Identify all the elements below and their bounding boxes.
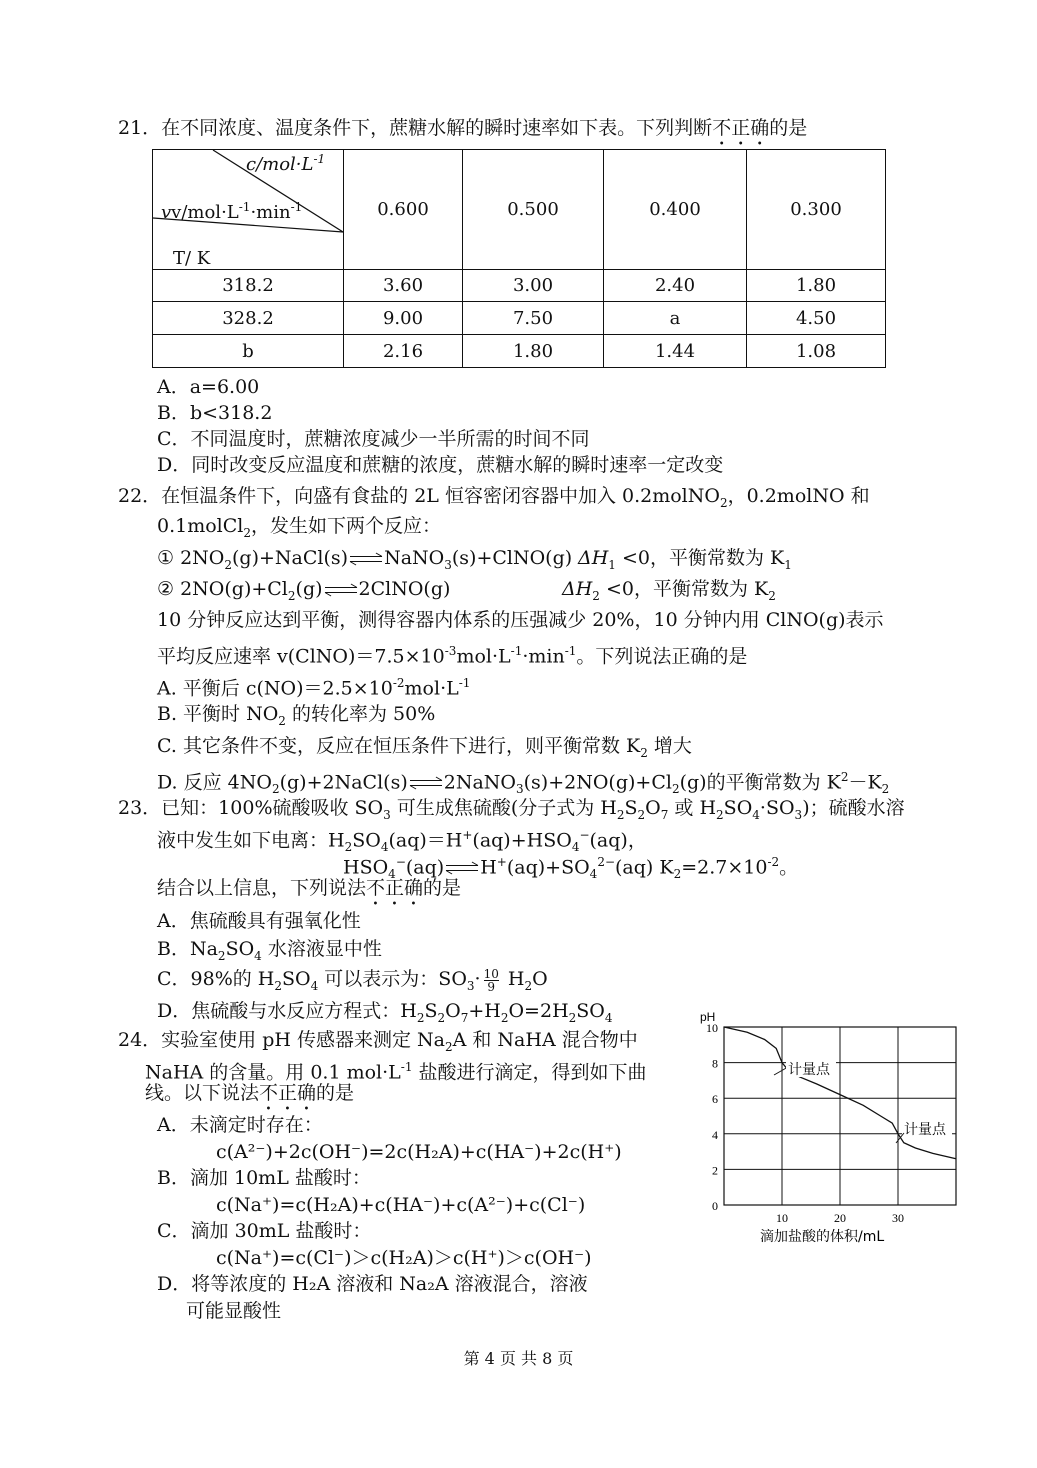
q23-stem-line1: 23．已知：100%硫酸吸收 $SO_3$ 可生成焦硫酸(分子式为 $H_2S_2O_7$ 或 $H_2SO_4\cdot SO_3$)；硫酸水溶	[118, 797, 905, 822]
cell: 1.08	[747, 335, 886, 368]
q23-option-b: B．$Na_2SO_4$ 水溶液显中性	[157, 938, 382, 963]
table-row	[153, 270, 886, 302]
table-row	[153, 335, 886, 368]
q24-stem-line2: NaHA 的含量。用 0.1 $mol\cdot L^{-1}$ 盐酸进行滴定，得到如下曲	[145, 1060, 647, 1084]
q22-option-a: A. 平衡后 $c(NO)=2.5\times 10^{-2}mol\cdot L^{-1}$	[157, 676, 471, 700]
q21-option-b: B．b<318.2	[157, 402, 273, 424]
y-tick-label: 0	[712, 1199, 718, 1213]
q24-option-d: D．将等浓度的 H₂A 溶液和 Na₂A 溶液混合，溶液	[157, 1273, 588, 1295]
q24-stem-line3: 线。以下说法不正确的是	[145, 1082, 355, 1104]
equilibrium-arrow-icon	[350, 552, 382, 566]
q24-stem-line1: 24．实验室使用 pH 传感器来测定 $Na_2A$ 和 NaHA 混合物中	[118, 1029, 638, 1054]
y-tick-label: 6	[712, 1092, 718, 1107]
q22-stem-line6: 平均反应速率 $v(ClNO)=7.5\times 10^{-3}mol\cdot L^{-1}\cdot\min^{-1}$。下列说法正确的是	[157, 644, 748, 668]
table-row	[153, 302, 886, 335]
q22-reaction2: ② $2NO(g)+Cl_2(g)$ 2ClNO(g)	[157, 578, 451, 603]
cell: 7.50	[463, 302, 604, 335]
q24-option-a-eq: c(A²⁻)+2c(OH⁻)=2c(H₂A)+c(HA⁻)+2c(H⁺)	[216, 1141, 622, 1163]
equivalence-point-label-2: 计量点	[904, 1122, 946, 1138]
annotation-leader	[774, 1067, 788, 1075]
col-header: 0.600	[344, 150, 463, 270]
q22-option-b: B. 平衡时 $NO_2$ 的转化率为 50%	[157, 703, 436, 728]
q21-stem: 21．在不同浓度、温度条件下，蔗糖水解的瞬时速率如下表。下列判断不正确的是	[118, 117, 808, 139]
cell: 1.80	[747, 270, 886, 302]
q22-reaction1-k: $\Delta H_1 <0$，平衡常数为 $K_1$	[578, 547, 792, 572]
x-tick-label: 30	[892, 1211, 904, 1225]
y-axis-label: pH	[700, 1010, 716, 1024]
x-tick-label: 10	[776, 1211, 788, 1225]
header-v: $vv/mol\cdot L^{-1}\cdot\min^{-1}$	[161, 200, 303, 223]
q23-option-a: A．焦硫酸具有强氧化性	[157, 910, 361, 932]
x-axis-label: 滴加盐酸的体积/mL	[760, 1229, 885, 1245]
equilibrium-arrow-icon	[325, 583, 357, 597]
cell: 9.00	[344, 302, 463, 335]
cell: 3.00	[463, 270, 604, 302]
q24-option-c-eq: c(Na⁺)=c(Cl⁻)＞c(H₂A)＞c(H⁺)＞c(OH⁻)	[216, 1247, 592, 1269]
y-tick-label: 2	[712, 1163, 718, 1178]
col-header: 0.400	[604, 150, 747, 270]
cell: 1.44	[604, 335, 747, 368]
header-c: $c/mol\cdot L^{-1}$	[246, 152, 326, 175]
y-tick-label: 8	[712, 1056, 718, 1071]
cell: 2.40	[604, 270, 747, 302]
x-tick-label: 20	[834, 1211, 846, 1225]
q24-option-b: B．滴加 10mL 盐酸时：	[157, 1167, 371, 1189]
q23-stem-line2: 液中发生如下电离：$H_2SO_4(aq)=H^+(aq)+HSO_4^-(aq)$，	[157, 828, 647, 855]
chart-grid	[724, 1027, 956, 1205]
cell: 328.2	[153, 302, 344, 335]
q21-option-d: D．同时改变反应温度和蔗糖的浓度，蔗糖水解的瞬时速率一定改变	[157, 454, 724, 476]
q24-option-c: C．滴加 30mL 盐酸时：	[157, 1220, 372, 1242]
q22-reaction2-k: $\Delta H_2 <0$，平衡常数为 $K_2$	[562, 578, 776, 603]
q22-option-c: C. 其它条件不变，反应在恒压条件下进行，则平衡常数 $K_2$ 增大	[157, 735, 692, 760]
page-footer: 第 4 页 共 8 页	[463, 1349, 574, 1368]
header-t: T/ K	[173, 248, 211, 269]
cell: 1.80	[463, 335, 604, 368]
cell: 2.16	[344, 335, 463, 368]
equilibrium-arrow-icon	[446, 861, 478, 875]
q23-stem-line3: $HSO_4^-(aq)$ $H^+(aq)+SO_4^{2-}(aq)$ $K_2=2.7\times 10^{-2}$。	[343, 855, 799, 882]
y-tick-label: 4	[712, 1127, 718, 1142]
q24-option-d-line2: 可能显酸性	[186, 1300, 282, 1322]
q22-stem-line2: 0.1molCl$_2$，发生如下两个反应：	[157, 515, 442, 540]
titration-chart	[696, 1005, 966, 1245]
q22-option-d: D. 反应 $4NO_2(g)+2NaCl(s)$ $2NaNO_3(s)+2NO(g)+Cl_2(g)$的平衡常数为 $K^2-K_2$	[157, 770, 890, 797]
cell: a	[604, 302, 747, 335]
cell: b	[153, 335, 344, 368]
fraction: $\frac{10}{9}$	[483, 966, 499, 994]
table-header-diagonal-cell	[153, 150, 344, 270]
q21-option-a: A．a=6.00	[157, 376, 260, 398]
col-header: 0.500	[463, 150, 604, 270]
q24-option-a: A．未滴定时存在：	[157, 1114, 323, 1136]
col-header: 0.300	[747, 150, 886, 270]
q23-option-c: C．98%的 $H_2SO_4$ 可以表示为：$SO_3\cdot$ $\frac{10}{9}$ $H_2O$	[157, 966, 548, 994]
rate-table	[152, 149, 886, 368]
y-tick-label: 10	[706, 1021, 718, 1035]
cell: 318.2	[153, 270, 344, 302]
q21-option-c: C．不同温度时，蔗糖浓度减少一半所需的时间不同	[157, 428, 590, 450]
q24-option-b-eq: c(Na⁺)=c(H₂A)+c(HA⁻)+c(A²⁻)+c(Cl⁻)	[216, 1194, 586, 1216]
q23-option-d: D．焦硫酸与水反应方程式：$H_2S_2O_7+H_2O=2H_2SO_4$	[157, 1000, 613, 1025]
cell: 4.50	[747, 302, 886, 335]
q23-stem-line4: 结合以上信息，下列说法不正确的是	[157, 877, 462, 899]
q22-reaction1: ① $2NO_2(g)+NaCl(s)$ NaNO$_3$(s)+ClNO(g)	[157, 547, 573, 572]
q22-stem-line5: 10 分钟反应达到平衡，测得容器内体系的压强减少 20%，10 分钟内用 ClNO(g)表示	[157, 609, 884, 631]
q22-stem-line1: 22．在恒温条件下，向盛有食盐的 2L 恒容密闭容器中加入 0.2molNO$_2$，0.2molNO 和	[118, 485, 870, 510]
equilibrium-arrow-icon	[410, 776, 442, 790]
equivalence-point-label-1: 计量点	[788, 1062, 830, 1078]
chart-ticks	[706, 1021, 904, 1225]
cell: 3.60	[344, 270, 463, 302]
